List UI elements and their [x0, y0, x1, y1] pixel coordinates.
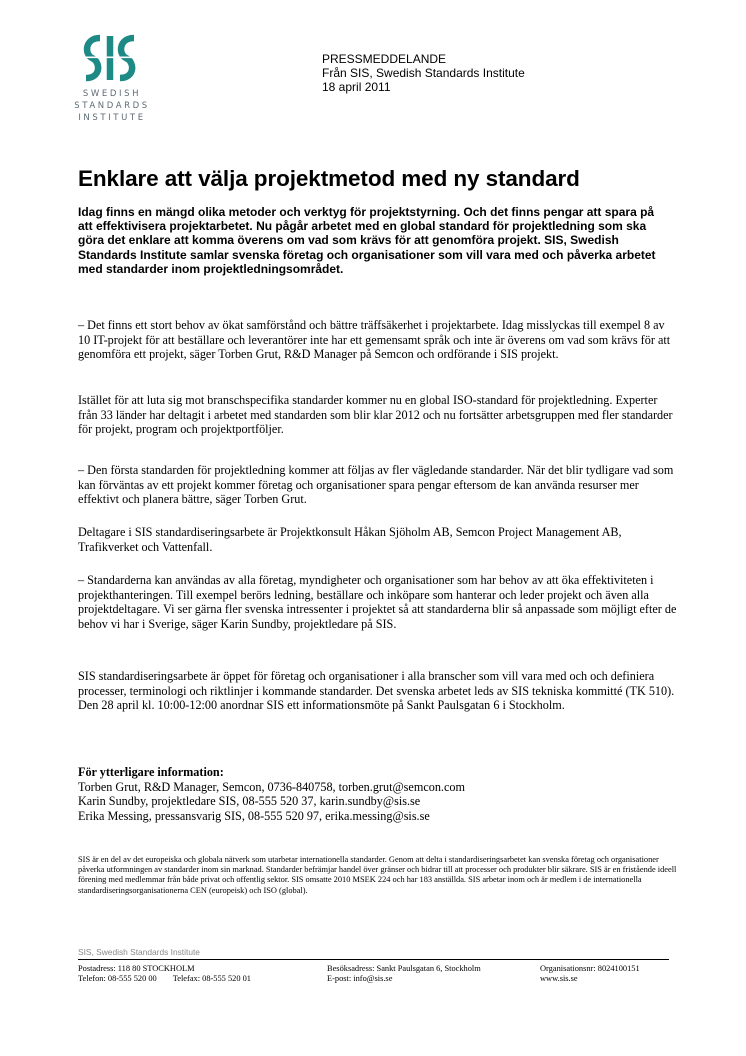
footer-orgnr: Organisationsnr: 8024100151 [540, 964, 640, 973]
release-header [322, 52, 525, 94]
contact-heading: För ytterligare information: [78, 765, 224, 779]
body-paragraph-2: Istället för att luta sig mot branschspecifika standarder kommer nu en global ISO-standard för projektledning. Experter från 33 länder har deltagit i arbetet med standarden som blir klar 2012 och nu fortsätter arbetsgruppen med fler standarder för projekt, program och projektportföljer. [78, 393, 673, 437]
footer-email: E-post: info@sis.se [327, 974, 393, 984]
footer-org-name: SIS, Swedish Standards Institute [78, 947, 200, 957]
footer-visit-block [327, 964, 481, 984]
sis-logo-mark [79, 34, 141, 82]
body-paragraph-4: Deltagare i SIS standardiseringsarbete är Projektkonsult Håkan Sjöholm AB, Semcon Project Management AB, Trafikverket och Vattenfall. [78, 525, 622, 554]
release-source: Från SIS, Swedish Standards Institute [322, 66, 525, 80]
logo-text-institute: INSTITUTE [78, 113, 146, 123]
contact-line-torben: Torben Grut, R&D Manager, Semcon, 0736-840758, torben.grut@semcon.com [78, 779, 465, 794]
body-paragraph-3: – Den första standarden för projektledning kommer att följas av fler vägledande standarder. När det blir tydligare vad som kan förväntas av ett projekt kommer företag och organisationer spara pengar eftersom de kan använda resurser mer effektivt och planera bättre, säger Torben Grut. [78, 463, 674, 507]
body-paragraph-6: SIS standardiseringsarbete är öppet för företag och organisationer i alla branscher som vill vara med och och definiera processer, terminologi och riktlinjer i kommande standarder. Det svenska arbetet leds av SIS tekniska kommitté (TK 510). Den 28 april kl. 10:00-12:00 anordnar SIS ett informationsmöte på Sankt Paulsgatan 6 i Stockholm. [78, 669, 675, 713]
footer-postal-block [78, 964, 251, 984]
footer-phone-fax [78, 974, 251, 984]
about-sis-footnote: SIS är en del av det europeiska och globala nätverk som utarbetar internationella standarder. Genom att delta i standardiseringsarbetet kan svenska företag och organisationer påverka utformningen av standarder inom sin marknad. Standarder befrämjar handel över gränser och bidrar till att processer och produkter blir säkrare. SIS är en fristående ideell förening med medlemmar från både privat och offentlig sektor. SIS omsatte 2010 MSEK 224 och har 183 anställda. SIS arbetar inom och är medlem i de internationella standardiseringsorganisationerna CEN (europeisk) och ISO (global). [78, 855, 677, 895]
body-paragraph-1: – Det finns ett stort behov av ökat samförstånd och bättre träffsäkerhet i projektarbete. Idag misslyckas till exempel 8 av 10 IT-projekt för att beställare och leverantörer inte har ett gemensamt språk och inte är överens om vad som krävs för att genomföra ett projekt, säger Torben Grut, R&D Manager på Semcon och ordförande i SIS projekt. [78, 318, 671, 362]
page-title: Enklare att välja projektmetod med ny standard [78, 166, 580, 191]
footer-divider [78, 959, 669, 960]
contact-line-karin: Karin Sundby, projektledare SIS, 08-555 520 37, karin.sundby@sis.se [78, 794, 421, 809]
release-type: PRESSMEDDELANDE [322, 52, 447, 66]
footer-visit: Besöksadress: Sankt Paulsgatan 6, Stockholm [327, 964, 481, 973]
footer-fax: Telefax: 08-555 520 01 [172, 974, 251, 984]
logo-text-standards: STANDARDS [74, 101, 150, 111]
body-paragraph-5: – Standarderna kan användas av alla företag, myndigheter och organisationer som har behov av att öka effektiviteten i projekthanteringen. Till exempel berörs ledning, beställare och inköpare som hanterar och leder projekt och även alla projektdeltagare. Vi ser gärna fler svenska intressenter i projektet så att standarderna blir så anpassade som möjligt efter de behov vi har i Sverige, säger Karin Sundby, projektledare på SIS. [78, 573, 677, 631]
contact-line-erika: Erika Messing, pressansvarig SIS, 08-555 520 97, erika.messing@sis.se [78, 808, 430, 823]
footer-phone: Telefon: 08-555 520 00 [78, 974, 157, 984]
footer-org-block [540, 964, 640, 984]
footer-web: www.sis.se [540, 974, 578, 984]
release-date: 18 april 2011 [322, 80, 391, 94]
footer-postal: Postadress: 118 80 STOCKHOLM [78, 964, 195, 973]
sis-logo [70, 34, 154, 126]
contact-section [78, 765, 678, 823]
logo-text-swedish: SWEDISH [82, 89, 142, 99]
lead-paragraph: Idag finns en mängd olika metoder och verktyg för projektstyrning. Och det finns pengar att spara på att effektivisera projektarbetet. Nu pågår arbetet med en global standard för projektledning som ska göra det enklare att komma överens om vad som krävs för att genomföra projekt. SIS, Swedish Standards Institute samlar svenska företag och organisationer som vill vara med och påverka arbetet med standarder inom projektledningsområdet. [78, 205, 656, 276]
